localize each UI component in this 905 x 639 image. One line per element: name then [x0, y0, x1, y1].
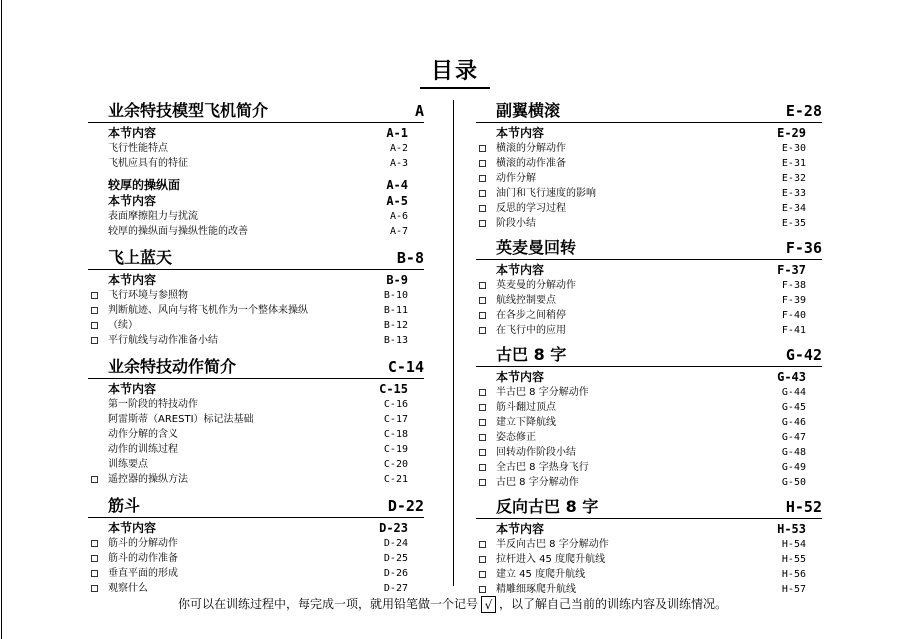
- page-title: 目录: [420, 58, 490, 89]
- toc-entry[interactable]: [88, 125, 424, 141]
- section-title: 业余特技动作简介: [108, 357, 237, 376]
- page-ref: B-13: [383, 335, 408, 346]
- entry-label: 飞行环境与参照物: [108, 290, 188, 301]
- page-ref: E-35: [781, 218, 806, 229]
- checkbox[interactable]: [479, 205, 486, 212]
- toc-entry[interactable]: [88, 536, 424, 551]
- page-ref: A-4: [386, 178, 408, 192]
- entry-label: 筋斗的分解动作: [108, 538, 178, 549]
- toc-entry[interactable]: [88, 457, 424, 472]
- toc-entry[interactable]: [88, 412, 424, 427]
- footer-text-before: 你可以在训练过程中，每完成一项，就用铅笔做一个记号: [177, 597, 478, 611]
- entry-label: 回转动作阶段小结: [496, 447, 576, 458]
- toc-entry[interactable]: [88, 141, 424, 156]
- page-ref: H-54: [781, 539, 806, 550]
- checkmark-icon: √: [481, 596, 496, 613]
- entry-label: 遥控器的操纵方法: [108, 474, 188, 485]
- section-title: 飞上蓝天: [108, 248, 173, 267]
- entry-label: 在飞行中的应用: [496, 325, 566, 336]
- page-ref: C-21: [383, 474, 408, 485]
- entry-label: 本节内容: [108, 382, 157, 396]
- toc-entry[interactable]: [476, 125, 822, 141]
- page-ref: G-43: [777, 370, 806, 384]
- page-ref: G-42: [785, 346, 822, 364]
- checkbox[interactable]: [91, 570, 98, 577]
- toc-entry[interactable]: [476, 293, 822, 308]
- toc-entry[interactable]: [476, 308, 822, 323]
- page-ref: H-55: [781, 554, 806, 565]
- toc-right-column: [476, 100, 822, 597]
- entry-label: 在各步之间稍停: [496, 310, 566, 321]
- toc-left-column: [88, 100, 424, 596]
- toc-section-header[interactable]: [88, 247, 424, 270]
- page-ref: E-28: [785, 102, 822, 120]
- page-ref: A: [414, 102, 424, 120]
- page-ref: D-27: [383, 583, 408, 594]
- entry-label: 阶段小结: [496, 218, 536, 229]
- entry-label: 较厚的操纵面与操纵性能的改善: [108, 226, 248, 237]
- toc-entry[interactable]: [88, 581, 424, 596]
- checkbox[interactable]: [479, 419, 486, 426]
- checkbox[interactable]: [479, 145, 486, 152]
- page-ref: H-56: [781, 569, 806, 580]
- entry-label: 表面摩擦阻力与扰流: [108, 211, 198, 222]
- toc-entry[interactable]: [476, 385, 822, 400]
- entry-label: 古巴 8 字分解动作: [496, 477, 579, 488]
- entry-label: （续）: [108, 320, 138, 331]
- toc-entry[interactable]: [88, 566, 424, 581]
- entry-label: 拉杆进入 45 度爬升航线: [496, 554, 606, 565]
- section-title: 业余特技模型飞机简介: [108, 101, 269, 120]
- entry-label: 筋斗的动作准备: [108, 553, 178, 564]
- page-ref: C-15: [379, 382, 408, 396]
- checkbox[interactable]: [479, 190, 486, 197]
- column-divider: [453, 100, 454, 586]
- toc-entry[interactable]: [476, 475, 822, 490]
- checkbox[interactable]: [91, 540, 98, 547]
- page-ref: H-57: [781, 584, 806, 595]
- entry-label: 较厚的操纵面: [108, 178, 181, 192]
- page-ref: B-10: [383, 290, 408, 301]
- toc-entry[interactable]: [88, 209, 424, 224]
- entry-label: 油门和飞行速度的影响: [496, 188, 596, 199]
- page-ref: D-25: [383, 553, 408, 564]
- entry-label: 平行航线与动作准备小结: [108, 335, 218, 346]
- page-ref: E-34: [781, 203, 806, 214]
- page-ref: A-1: [386, 126, 408, 140]
- checkbox[interactable]: [91, 322, 98, 329]
- page-ref: G-44: [781, 387, 806, 398]
- page-ref: F-41: [781, 325, 806, 336]
- section-title: 副翼横滚: [496, 101, 561, 120]
- toc-entry[interactable]: [476, 156, 822, 171]
- page-ref: A-3: [389, 158, 408, 169]
- page-ref: E-32: [781, 173, 806, 184]
- footer-text-after: ，以了解自己当前的训练内容及训练情况。: [499, 597, 728, 611]
- page-ref: F-40: [781, 310, 806, 321]
- entry-label: 横滚的分解动作: [496, 143, 566, 154]
- entry-label: 本节内容: [496, 126, 545, 140]
- entry-label: 本节内容: [496, 370, 545, 384]
- entry-label: 本节内容: [108, 521, 157, 535]
- page-ref: G-47: [781, 432, 806, 443]
- checkbox[interactable]: [479, 297, 486, 304]
- page-ref: G-48: [781, 447, 806, 458]
- checkbox[interactable]: [479, 586, 486, 593]
- toc-entry[interactable]: [476, 262, 822, 278]
- page-ref: A-7: [389, 226, 408, 237]
- toc-entry[interactable]: [476, 460, 822, 475]
- entry-label: 动作分解: [496, 173, 536, 184]
- page-ref: C-19: [383, 444, 408, 455]
- toc-entry[interactable]: [476, 430, 822, 445]
- entry-label: 飞机应具有的特征: [108, 158, 188, 169]
- entry-label: 英麦曼的分解动作: [496, 280, 576, 291]
- checkbox[interactable]: [479, 282, 486, 289]
- page-ref: A-5: [386, 194, 408, 208]
- toc-entry[interactable]: [88, 318, 424, 333]
- toc-entry[interactable]: [476, 171, 822, 186]
- page-ref: E-33: [781, 188, 806, 199]
- page-ref: E-31: [781, 158, 806, 169]
- checkbox[interactable]: [479, 389, 486, 396]
- checkbox[interactable]: [91, 307, 98, 314]
- toc-entry[interactable]: [88, 472, 424, 487]
- toc-entry[interactable]: [476, 445, 822, 460]
- entry-label: 横滚的动作准备: [496, 158, 566, 169]
- entry-label: 本节内容: [108, 273, 157, 287]
- page-ref: G-46: [781, 417, 806, 428]
- page-ref: B-9: [386, 273, 408, 287]
- toc-entry[interactable]: [476, 567, 822, 582]
- checkbox[interactable]: [479, 327, 486, 334]
- checkbox[interactable]: [479, 220, 486, 227]
- toc-entry[interactable]: [476, 323, 822, 338]
- section-title: 古巴 8 字: [496, 345, 567, 364]
- checkbox[interactable]: [479, 541, 486, 548]
- entry-label: 姿态修正: [496, 432, 536, 443]
- footer-note: [0, 595, 905, 613]
- page-ref: G-45: [781, 402, 806, 413]
- section-title: 英麦曼回转: [496, 238, 577, 257]
- page-ref: B-11: [383, 305, 408, 316]
- checkbox[interactable]: [479, 556, 486, 563]
- toc-section-header[interactable]: [88, 356, 424, 379]
- toc-entry[interactable]: [88, 381, 424, 397]
- toc-entry[interactable]: [88, 520, 424, 536]
- page-edge-line: [1, 0, 2, 639]
- entry-label: 本节内容: [496, 522, 545, 536]
- page-ref: F-36: [785, 239, 822, 257]
- checkbox[interactable]: [479, 434, 486, 441]
- checkbox[interactable]: [479, 449, 486, 456]
- entry-label: 第一阶段的特技动作: [108, 399, 198, 410]
- entry-label: 训练要点: [108, 459, 148, 470]
- page-ref: A-2: [389, 143, 408, 154]
- toc-entry[interactable]: [476, 552, 822, 567]
- entry-label: 建立 45 度爬升航线: [496, 569, 586, 580]
- entry-label: 垂直平面的形成: [108, 568, 178, 579]
- page-ref: E-29: [777, 126, 806, 140]
- toc-entry[interactable]: [88, 272, 424, 288]
- checkbox[interactable]: [479, 160, 486, 167]
- entry-label: 动作分解的含义: [108, 429, 178, 440]
- toc-entry[interactable]: [88, 288, 424, 303]
- page-ref: H-52: [785, 498, 822, 516]
- entry-label: 本节内容: [496, 263, 545, 277]
- entry-label: 阿雷斯蒂（ARESTI）标记法基础: [108, 414, 254, 425]
- toc-entry[interactable]: [88, 442, 424, 457]
- toc-entry[interactable]: [88, 177, 424, 193]
- page-ref: C-18: [383, 429, 408, 440]
- toc-entry[interactable]: [88, 193, 424, 209]
- page-ref: B-12: [383, 320, 408, 331]
- checkbox[interactable]: [479, 312, 486, 319]
- entry-label: 反思的学习过程: [496, 203, 566, 214]
- toc-entry[interactable]: [476, 141, 822, 156]
- page-ref: C-17: [383, 414, 408, 425]
- toc-section-header[interactable]: [88, 100, 424, 123]
- page-ref: E-30: [781, 143, 806, 154]
- entry-label: 飞行性能特点: [108, 143, 168, 154]
- toc-entry[interactable]: [88, 156, 424, 171]
- section-title: 反向古巴 8 字: [496, 497, 599, 516]
- page-ref: D-22: [387, 497, 424, 515]
- page-ref: D-23: [379, 521, 408, 535]
- toc-section-header[interactable]: [476, 100, 822, 123]
- page-ref: C-16: [383, 399, 408, 410]
- checkbox[interactable]: [479, 571, 486, 578]
- entry-label: 本节内容: [108, 126, 157, 140]
- page-ref: F-39: [781, 295, 806, 306]
- toc-entry[interactable]: [476, 521, 822, 537]
- checkbox[interactable]: [91, 555, 98, 562]
- checkbox[interactable]: [91, 292, 98, 299]
- page-ref: G-49: [781, 462, 806, 473]
- toc-entry[interactable]: [476, 537, 822, 552]
- toc-entry[interactable]: [88, 551, 424, 566]
- entry-label: 半反向古巴 8 字分解动作: [496, 539, 609, 550]
- toc-entry[interactable]: [88, 303, 424, 318]
- checkbox[interactable]: [479, 479, 486, 486]
- entry-label: 半古巴 8 字分解动作: [496, 387, 589, 398]
- toc-entry[interactable]: [476, 216, 822, 231]
- toc-entry[interactable]: [476, 201, 822, 216]
- toc-section-header[interactable]: [88, 495, 424, 518]
- page-ref: C-14: [387, 358, 424, 376]
- entry-label: 筋斗翻过顶点: [496, 402, 556, 413]
- section-title: 筋斗: [108, 496, 141, 515]
- entry-label: 动作的训练过程: [108, 444, 178, 455]
- toc-entry[interactable]: [88, 224, 424, 239]
- page-ref: H-53: [777, 522, 806, 536]
- toc-entry[interactable]: [88, 427, 424, 442]
- entry-label: 观察什么: [108, 583, 148, 594]
- entry-label: 判断航迹、风向与将飞机作为一个整体来操纵: [108, 305, 308, 316]
- toc-entry[interactable]: [476, 415, 822, 430]
- entry-label: 建立下降航线: [496, 417, 556, 428]
- checkbox[interactable]: [91, 337, 98, 344]
- toc-entry[interactable]: [88, 333, 424, 348]
- toc-entry[interactable]: [476, 400, 822, 415]
- checkbox[interactable]: [479, 464, 486, 471]
- entry-label: 精雕细琢爬升航线: [496, 584, 576, 595]
- checkbox[interactable]: [91, 476, 98, 483]
- checkbox[interactable]: [479, 175, 486, 182]
- page-ref: B-8: [396, 249, 424, 267]
- page-ref: D-24: [383, 538, 408, 549]
- page-ref: F-38: [781, 280, 806, 291]
- toc-section-header[interactable]: [476, 237, 822, 260]
- toc-section-header[interactable]: [476, 344, 822, 367]
- toc-entry[interactable]: [476, 278, 822, 293]
- toc-entry[interactable]: [476, 369, 822, 385]
- toc-entry[interactable]: [476, 186, 822, 201]
- toc-entry[interactable]: [88, 397, 424, 412]
- page-ref: D-26: [383, 568, 408, 579]
- checkbox[interactable]: [479, 404, 486, 411]
- checkbox[interactable]: [91, 585, 98, 592]
- entry-label: 本节内容: [108, 194, 157, 208]
- entry-label: 全古巴 8 字热身飞行: [496, 462, 589, 473]
- page-ref: F-37: [777, 263, 806, 277]
- toc-section-header[interactable]: [476, 496, 822, 519]
- page-ref: A-6: [389, 211, 408, 222]
- entry-label: 航线控制要点: [496, 295, 556, 306]
- page-ref: C-20: [383, 459, 408, 470]
- page-ref: G-50: [781, 477, 806, 488]
